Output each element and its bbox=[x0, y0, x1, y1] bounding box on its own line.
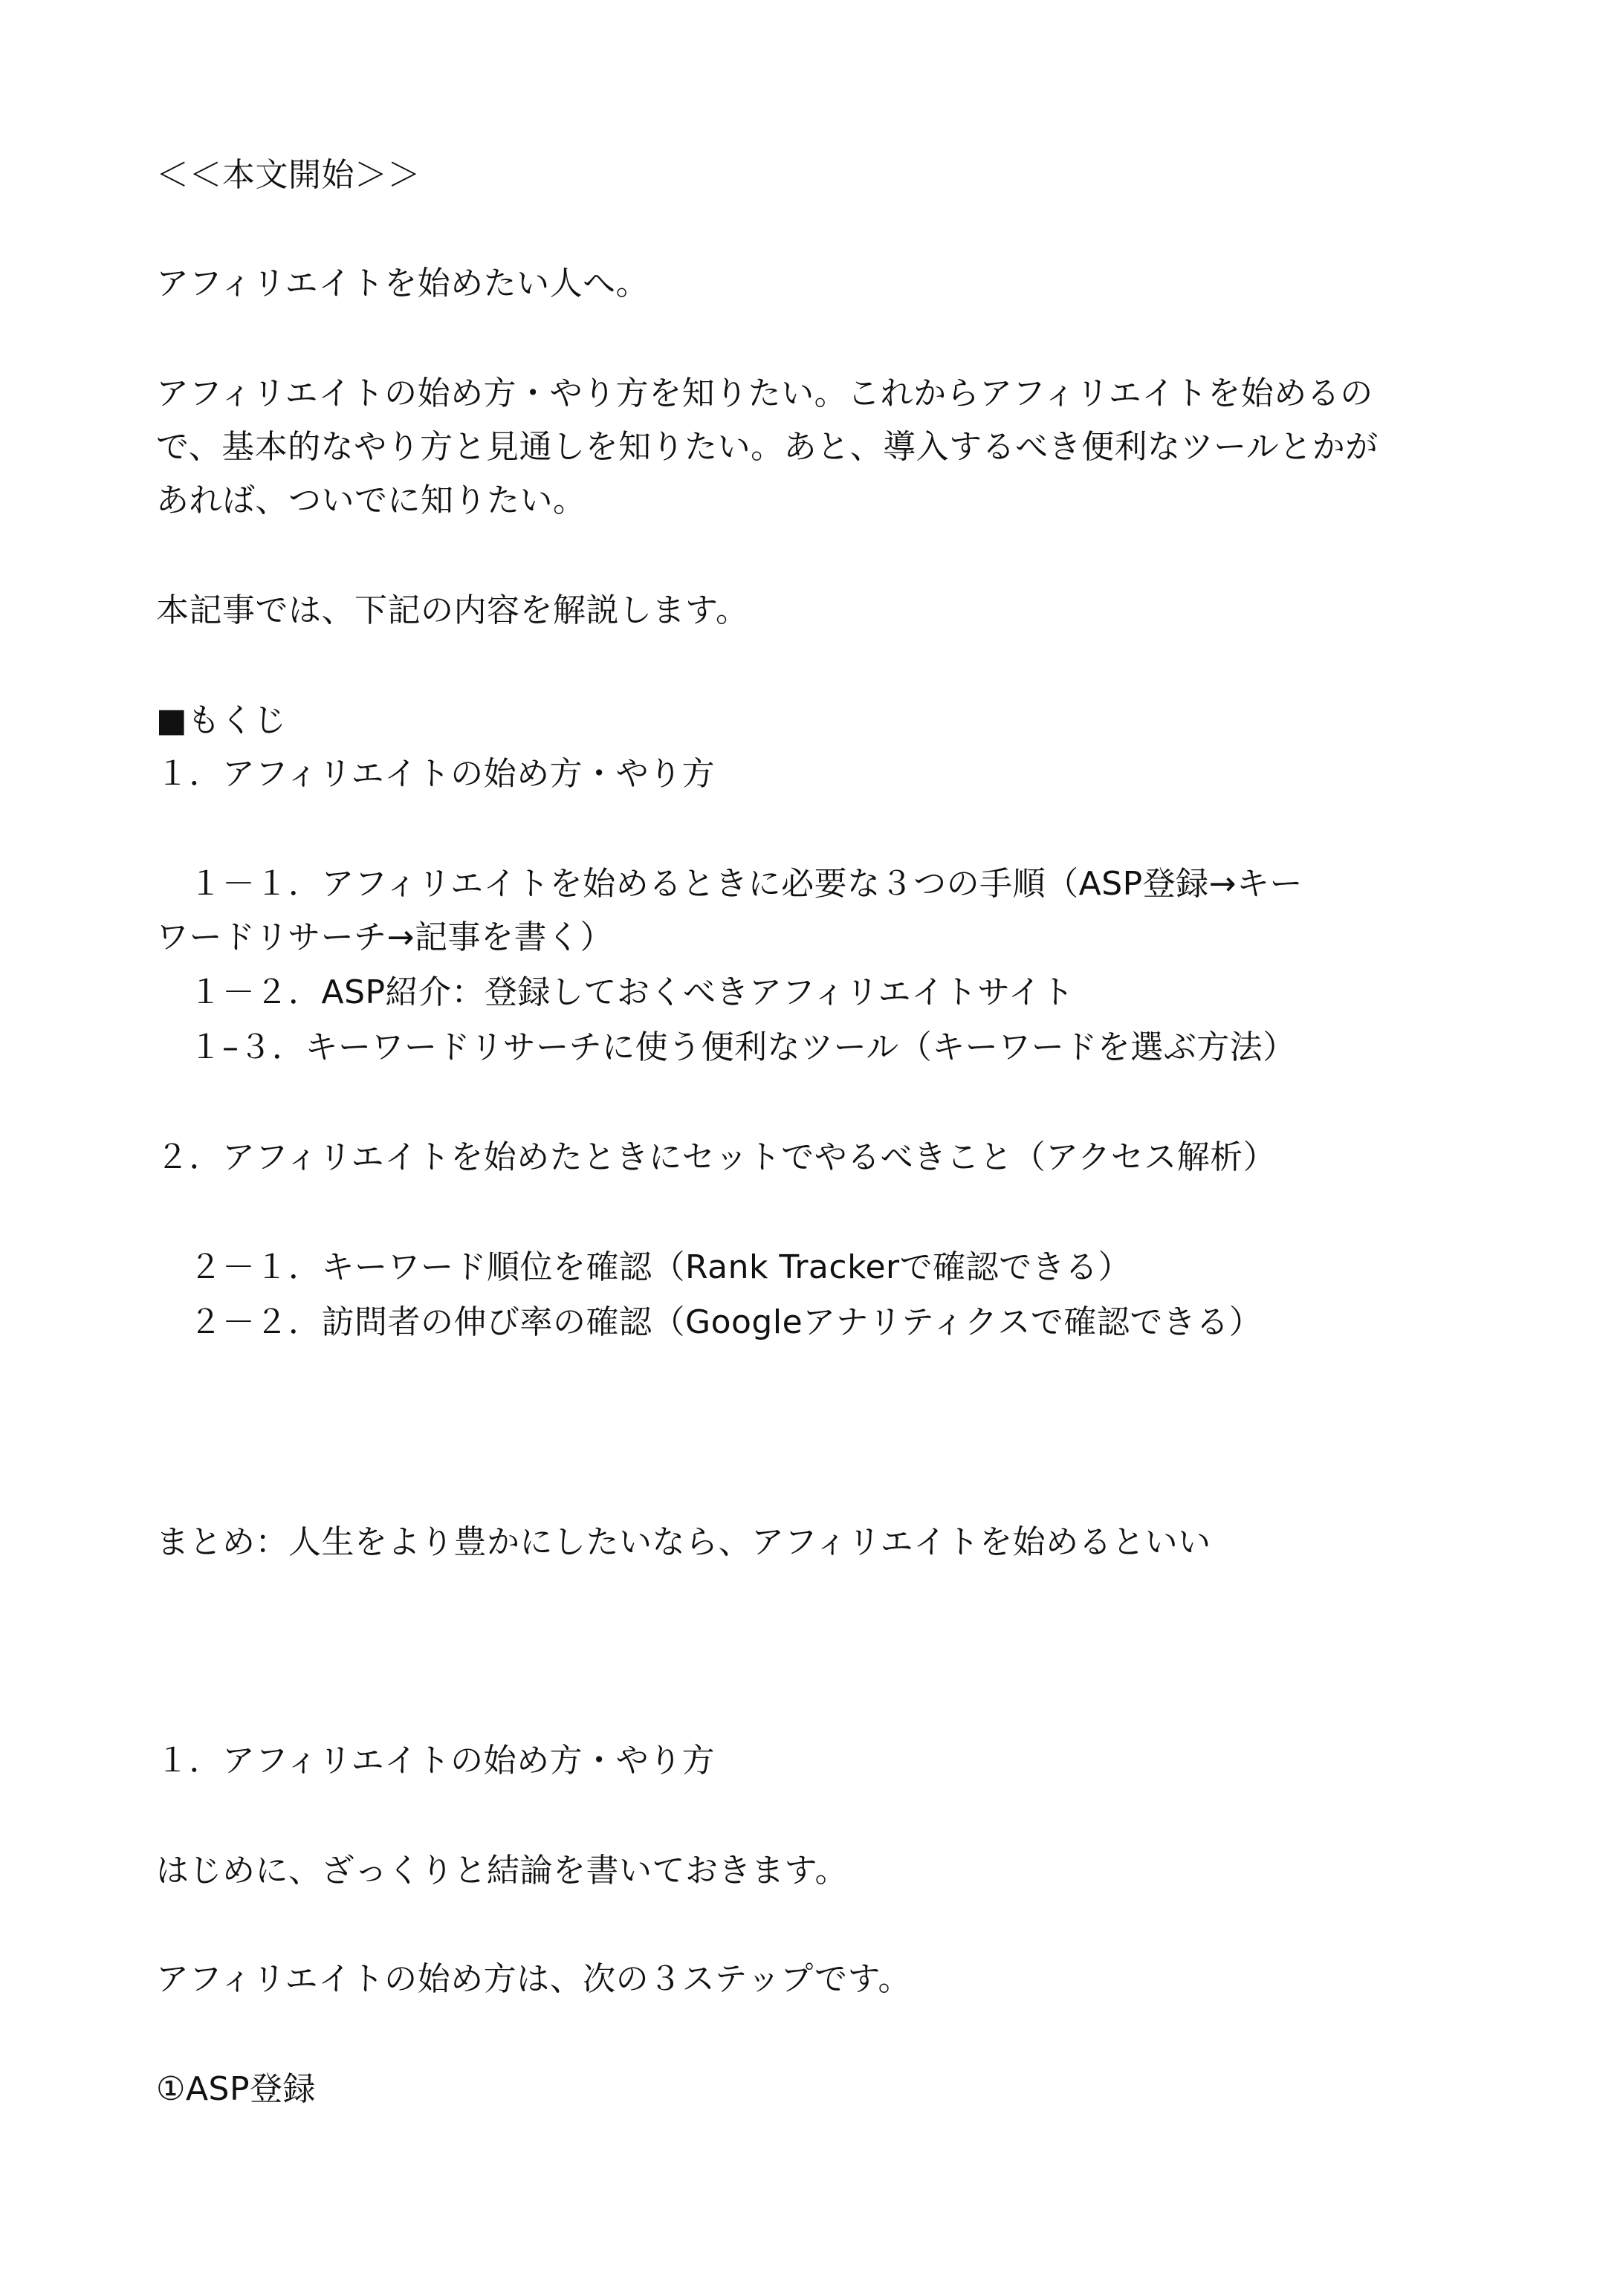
explain-line: 本記事では、下記の内容を解説します。 bbox=[156, 591, 749, 629]
toc-subitem: １–３．キーワードリサーチに使う便利なツール（キーワードを選ぶ方法） bbox=[156, 1028, 1296, 1066]
intro-paragraph-line: で、基本的なやり方と見通しを知りたい。あと、導入するべき便利なツールとかが bbox=[156, 428, 1379, 466]
toc-subitem: １－２．ASP紹介：登録しておくべきアフィリエイトサイト bbox=[156, 973, 1075, 1011]
summary-line: まとめ：人生をより豊かにしたいなら、アフィリエイトを始めるといい bbox=[156, 1523, 1211, 1561]
section-paragraph: はじめに、ざっくりと結論を書いておきます。 bbox=[156, 1852, 848, 1890]
toc-subitem: ２－２．訪問者の伸び率の確認（Googleアナリティクスで確認できる） bbox=[156, 1303, 1263, 1341]
intro-paragraph-line: あれば、ついでに知りたい。 bbox=[156, 481, 586, 519]
toc-item: １．アフィリエイトの始め方・やり方 bbox=[156, 755, 716, 793]
start-marker: ＜＜本文開始＞＞ bbox=[156, 156, 421, 194]
toc-item: ２．アフィリエイトを始めたときにセットでやるべきこと（アクセス解析） bbox=[156, 1138, 1277, 1176]
toc-subitem-continuation: ワードリサーチ→記事を書く） bbox=[156, 918, 613, 956]
intro-paragraph-line: アフィリエイトの始め方・やり方を知りたい。これからアフィリエイトを始めるの bbox=[156, 374, 1373, 412]
section-paragraph: アフィリエイトの始め方は、次の３ステップです。 bbox=[156, 1960, 912, 1998]
toc-title: ■もくじ bbox=[156, 701, 287, 739]
section-heading: １．アフィリエイトの始め方・やり方 bbox=[156, 1742, 716, 1780]
toc-subitem: ２－１．キーワード順位を確認（Rank Trackerで確認できる） bbox=[156, 1248, 1132, 1286]
toc-subitem: １－１．アフィリエイトを始めるときに必要な３つの手順（ASP登録→キー bbox=[156, 865, 1303, 903]
intro-heading: アフィリエイトを始めたい人へ。 bbox=[156, 265, 649, 302]
step-item: ①ASP登録 bbox=[156, 2070, 317, 2108]
